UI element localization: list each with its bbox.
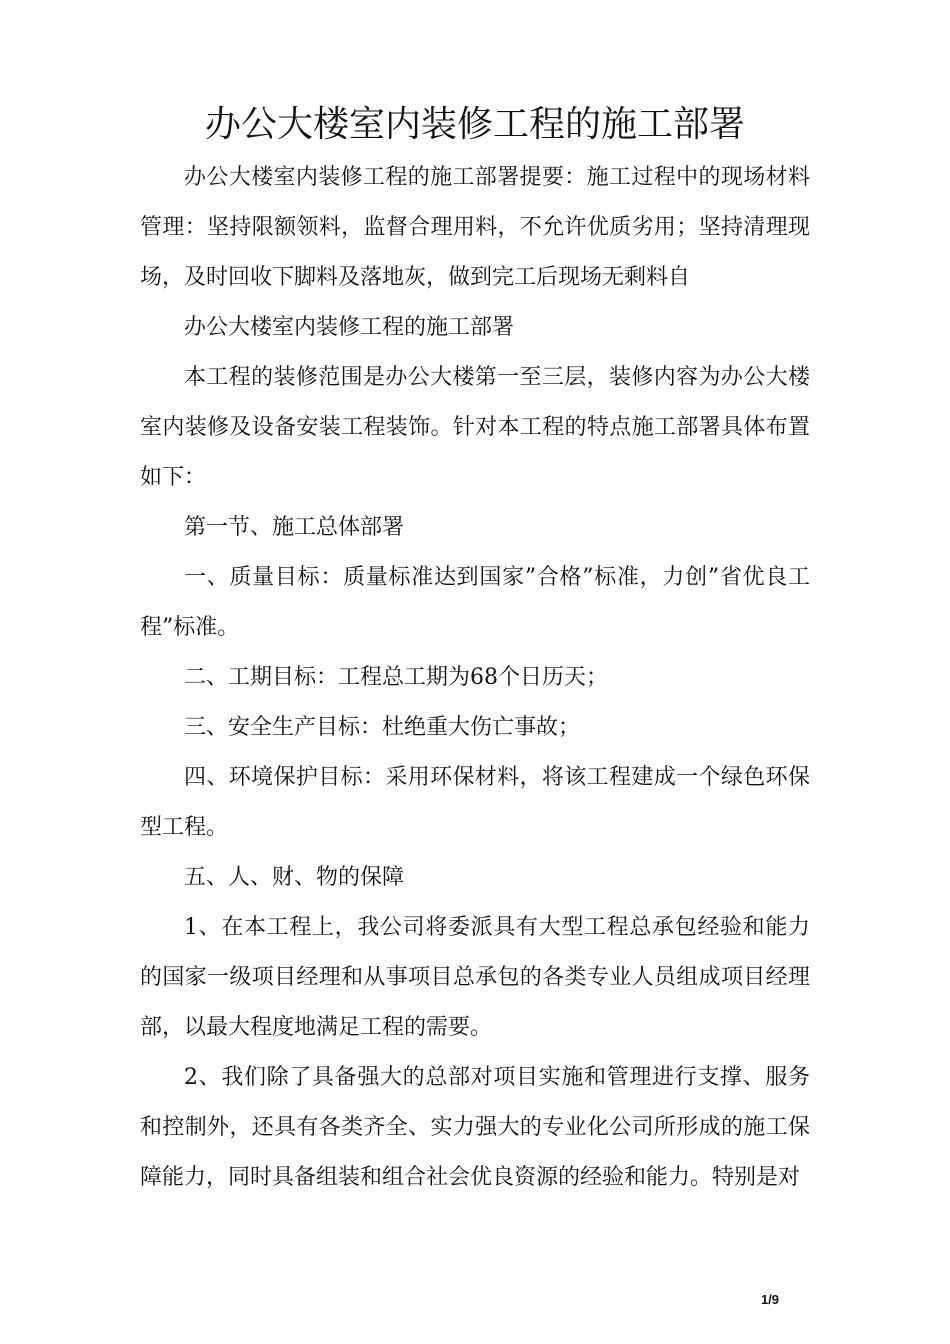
paragraph-scope: 本工程的装修范围是办公大楼第一至三层，装修内容为办公大楼室内装修及设备安装工程装饰。针对本工程的特点施工部署具体布置如下： [140,365,810,490]
paragraph-resources-heading: 五、人、财、物的保障 [184,865,405,890]
section-heading-overall-deployment: 第一节、施工总体部署 [184,515,405,540]
paragraph-quality-target: 一、质量目标：质量标准达到国家”合格”标准，力创”省优良工程”标准。 [140,565,810,640]
paragraph-item-2: 2、我们除了具备强大的总部对项目实施和管理进行支撑、服务和控制外，还具有各类齐全、实力强大的专业化公司所形成的施工保障能力，同时具备组装和组合社会优良资源的经验和能力。特别是对 [140,1065,810,1190]
paragraph-environment-target: 四、环境保护目标：采用环保材料，将该工程建成一个绿色环保型工程。 [140,765,810,840]
page-number: 1/9 [760,1292,780,1307]
paragraph-summary: 办公大楼室内装修工程的施工部署提要：施工过程中的现场材料管理：坚持限额领料，监督合理用料，不允许优质劣用；坚持清理现场，及时回收下脚料及落地灰，做到完工后现场无剩料自 [140,165,810,290]
document-body [140,153,810,1203]
paragraph-item-1: 1、在本工程上，我公司将委派具有大型工程总承包经验和能力的国家一级项目经理和从事项目总承包的各类专业人员组成项目经理部，以最大程度地满足工程的需要。 [140,915,810,1040]
paragraph-safety-target: 三、安全生产目标：杜绝重大伤亡事故； [184,715,581,740]
document-title: 办公大楼室内装修工程的施工部署 [204,104,745,145]
paragraph-heading: 办公大楼室内装修工程的施工部署 [184,315,515,340]
paragraph-schedule-target: 二、工期目标：工程总工期为68个日历天； [184,665,608,690]
